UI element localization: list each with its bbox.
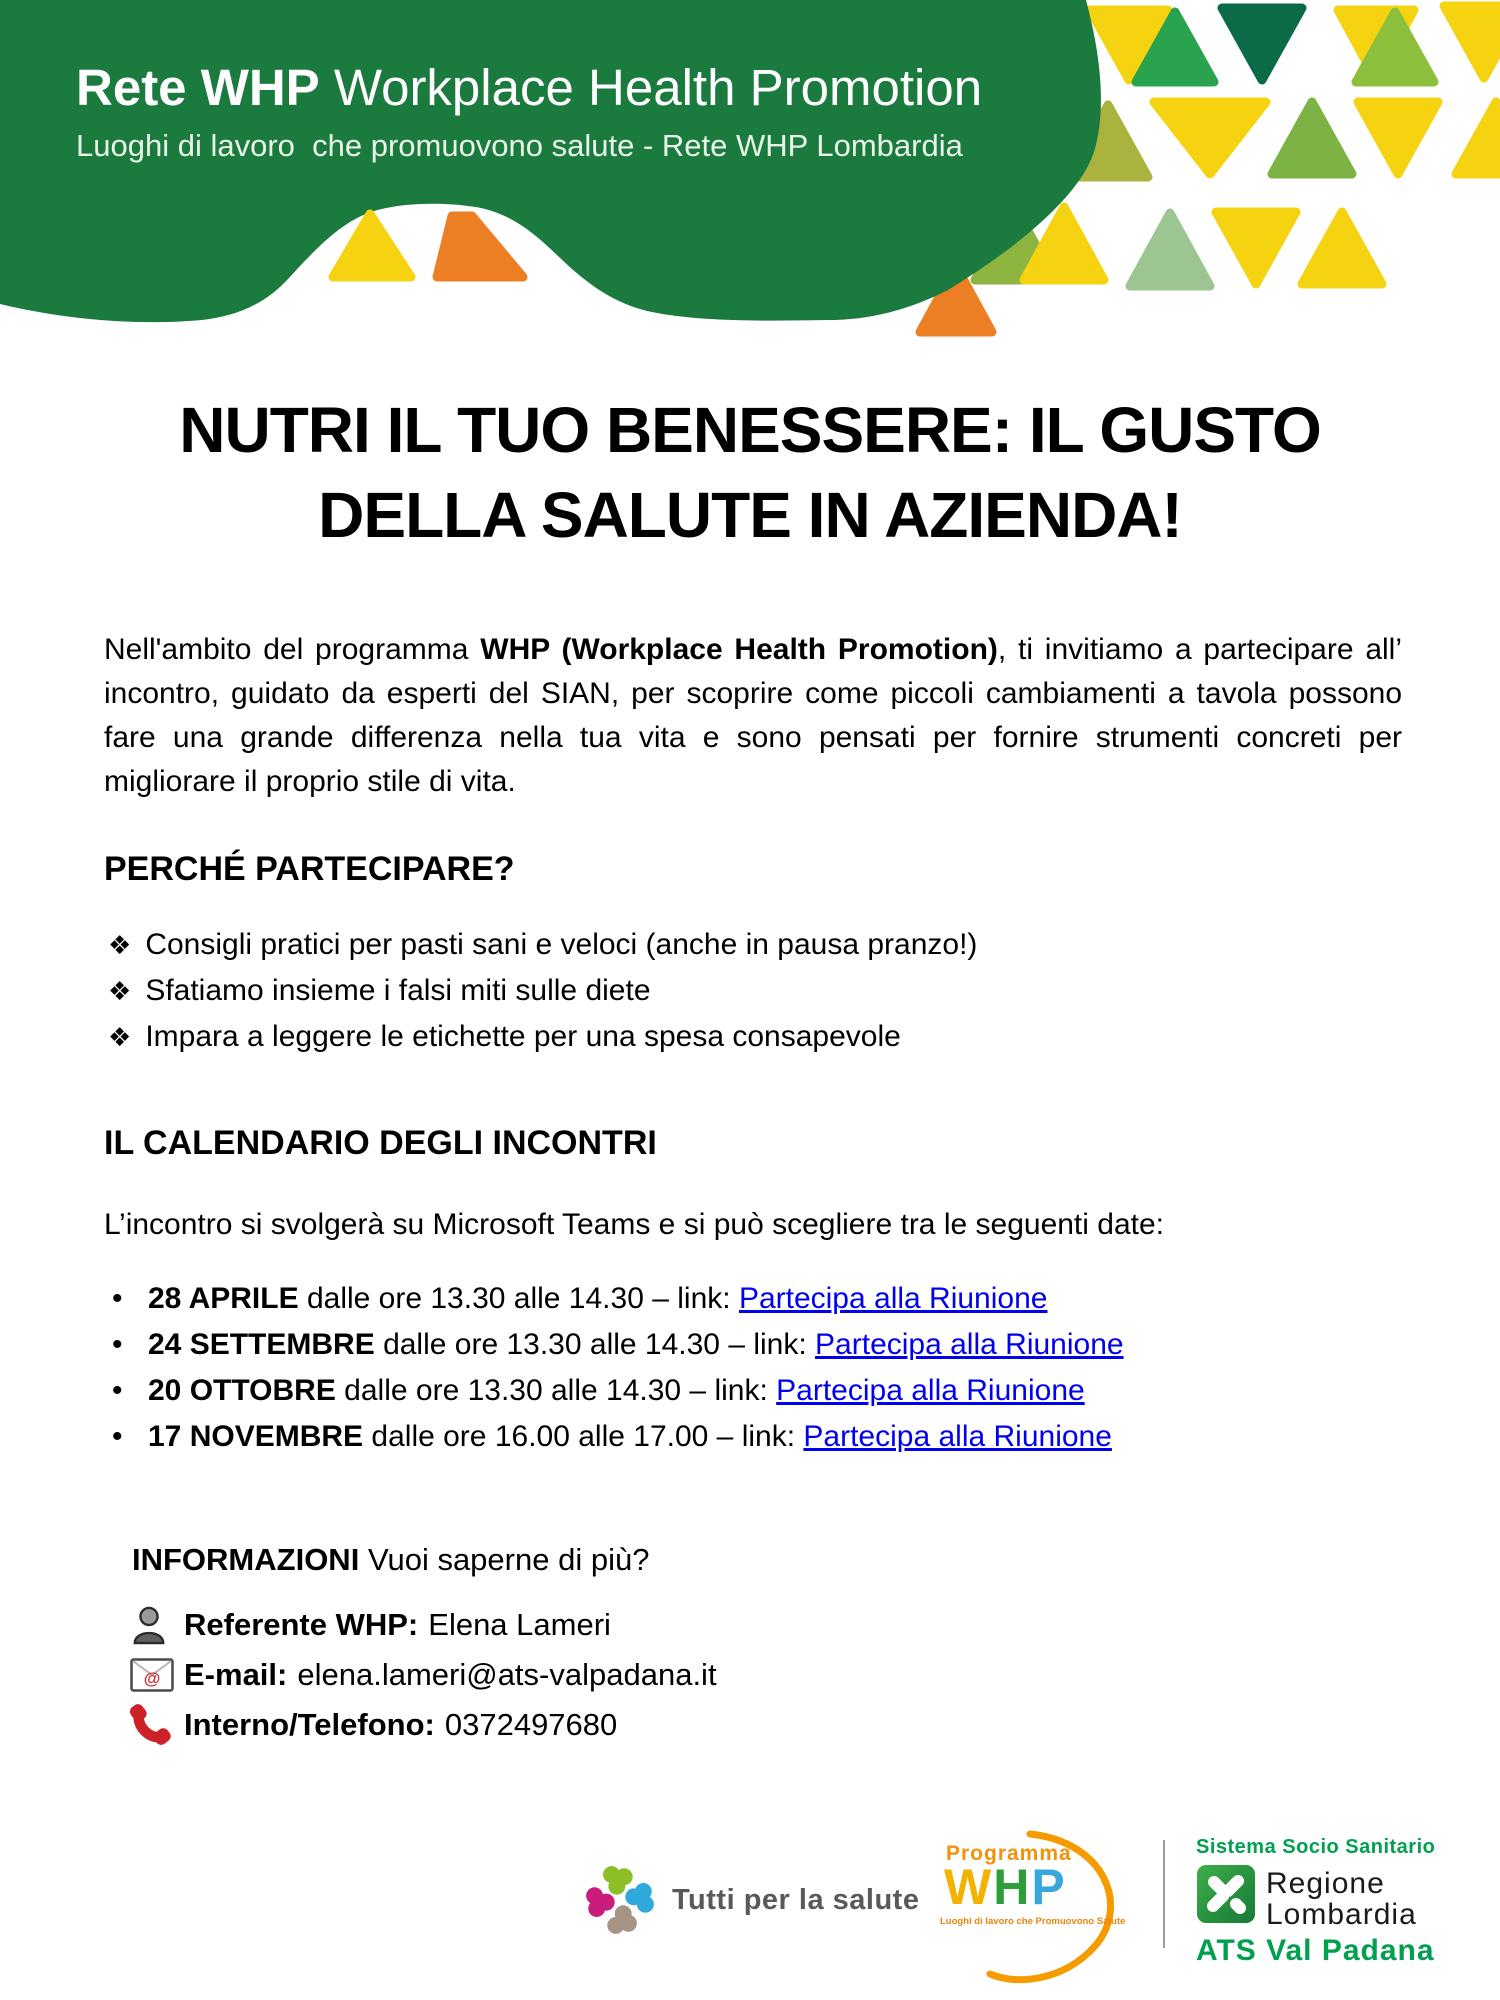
contact-label: Interno/Telefono: bbox=[184, 1707, 435, 1742]
event-date: 24 SETTEMBRE bbox=[148, 1328, 375, 1361]
diamond-bullet-icon: ❖ bbox=[108, 976, 132, 1006]
regione-line2: Lombardia bbox=[1266, 1898, 1417, 1931]
whp-letters bbox=[944, 1858, 1067, 1916]
intro-paragraph bbox=[104, 628, 1402, 804]
regione-lombardia-label bbox=[1266, 1868, 1417, 1930]
partecipa-link[interactable]: Partecipa alla Riunione bbox=[803, 1420, 1112, 1453]
whp-programma-label: Programma bbox=[946, 1842, 1072, 1865]
event-date: 28 APRILE bbox=[148, 1282, 299, 1315]
ats-val-padana-label: ATS Val Padana bbox=[1196, 1934, 1435, 1967]
event-time: dalle ore 13.30 alle 14.30 – link: bbox=[383, 1328, 807, 1361]
bullet-icon: • bbox=[112, 1282, 123, 1315]
events-list bbox=[112, 1276, 1124, 1460]
diamond-bullet-icon: ❖ bbox=[108, 1022, 132, 1052]
why-heading: PERCHÉ PARTECIPARE? bbox=[104, 850, 515, 888]
header-subtitle: Luoghi di lavoro che promuovono salute - Rete WHP Lombardia bbox=[76, 128, 963, 163]
bullet-icon: • bbox=[112, 1328, 123, 1361]
contact-label: E-mail: bbox=[184, 1657, 288, 1692]
why-item-text: Sfatiamo insieme i falsi miti sulle diete bbox=[145, 974, 651, 1007]
info-heading-bold: INFORMAZIONI bbox=[132, 1542, 360, 1577]
partecipa-link[interactable]: Partecipa alla Riunione bbox=[776, 1374, 1085, 1407]
event-date: 20 OTTOBRE bbox=[148, 1374, 336, 1407]
brand-rest: Workplace Health Promotion bbox=[319, 59, 983, 116]
event-row bbox=[112, 1414, 1124, 1460]
contact-row-email bbox=[130, 1650, 717, 1700]
info-heading bbox=[132, 1542, 649, 1578]
whp-tagline: Luoghi di lavoro che Promuovono Salute bbox=[940, 1916, 1126, 1927]
brand-bold: Rete WHP bbox=[76, 59, 320, 116]
contact-row-referente bbox=[130, 1600, 717, 1650]
contact-value: 0372497680 bbox=[444, 1707, 618, 1742]
list-item bbox=[108, 968, 977, 1014]
intro-text-2: , ti invitiamo a partecipare all’ incontro, guidato da esperti del SIAN, per scoprire come piccoli cambiamenti a tavola possono fare una grande differenza nella tua vita e sono pensati per fornire strumenti concreti per migliorare il proprio stile di vita. bbox=[104, 633, 1402, 798]
header-wave-graphic bbox=[0, 0, 1500, 360]
header-brand bbox=[76, 58, 982, 117]
whp-letter-p: P bbox=[1031, 1859, 1067, 1915]
sistema-socio-sanitario-label: Sistema Socio Sanitario bbox=[1196, 1836, 1436, 1858]
dome-triangles bbox=[333, 214, 523, 277]
programma-whp-logo bbox=[930, 1828, 1160, 1993]
calendar-intro: L’incontro si svolgerà su Microsoft Teams e si può scegliere tra le seguenti date: bbox=[104, 1208, 1164, 1241]
contacts-list bbox=[130, 1600, 717, 1750]
calendar-heading: IL CALENDARIO DEGLI INCONTRI bbox=[104, 1124, 657, 1162]
phone-icon bbox=[130, 1704, 176, 1746]
contact-label: Referente WHP: bbox=[184, 1607, 419, 1642]
why-item-text: Consigli pratici per pasti sani e veloci (anche in pausa pranzo!) bbox=[145, 928, 978, 961]
intro-text-1: Nell'ambito del programma bbox=[104, 633, 469, 666]
event-row bbox=[112, 1276, 1124, 1322]
info-heading-rest: Vuoi saperne di più? bbox=[367, 1542, 650, 1577]
bullet-icon: • bbox=[112, 1420, 123, 1453]
contact-value: Elena Lameri bbox=[428, 1607, 611, 1642]
tutti-per-la-salute-label: Tutti per la salute bbox=[672, 1884, 920, 1916]
contact-value: elena.lameri@ats-valpadana.it bbox=[297, 1657, 717, 1692]
regione-lombardia-logo-icon bbox=[1196, 1864, 1256, 1924]
why-list bbox=[108, 922, 977, 1060]
bullet-icon: • bbox=[112, 1374, 123, 1407]
diamond-bullet-icon: ❖ bbox=[108, 930, 132, 960]
regione-line1: Regione bbox=[1266, 1867, 1385, 1900]
event-time: dalle ore 13.30 alle 14.30 – link: bbox=[344, 1374, 768, 1407]
contact-row-phone bbox=[130, 1700, 717, 1750]
page-title-line2: DELLA SALUTE IN AZIENDA! bbox=[318, 479, 1182, 551]
partecipa-link[interactable]: Partecipa alla Riunione bbox=[815, 1328, 1124, 1361]
email-icon bbox=[130, 1658, 176, 1692]
list-item bbox=[108, 922, 977, 968]
partecipa-link[interactable]: Partecipa alla Riunione bbox=[738, 1282, 1048, 1315]
tutti-per-la-salute-logo-icon bbox=[584, 1864, 656, 1936]
whp-letter-h: H bbox=[993, 1859, 1032, 1915]
footer-divider bbox=[1163, 1840, 1165, 1948]
person-icon bbox=[130, 1605, 176, 1645]
event-time: dalle ore 16.00 alle 17.00 – link: bbox=[371, 1420, 796, 1453]
event-time: dalle ore 13.30 alle 14.30 – link: bbox=[306, 1282, 731, 1315]
intro-text-bold: WHP (Workplace Health Promotion) bbox=[480, 633, 998, 666]
why-item-text: Impara a leggere le etichette per una spesa consapevole bbox=[145, 1020, 901, 1053]
page-title bbox=[0, 388, 1500, 558]
event-row bbox=[112, 1368, 1124, 1414]
event-row bbox=[112, 1322, 1124, 1368]
list-item bbox=[108, 1014, 977, 1060]
page-title-line1: NUTRI IL TUO BENESSERE: IL GUSTO bbox=[179, 394, 1321, 466]
event-date: 17 NOVEMBRE bbox=[148, 1420, 364, 1453]
svg-text:@: @ bbox=[143, 1669, 161, 1688]
whp-letter-w: W bbox=[944, 1859, 994, 1915]
